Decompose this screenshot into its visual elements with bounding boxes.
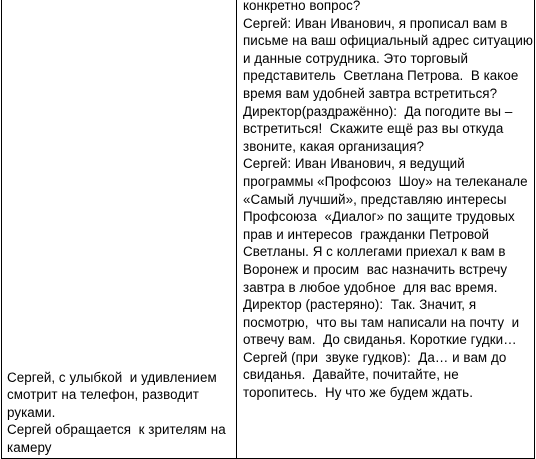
dialogue-line: Воронеж и просим вас назначить встречу <box>243 261 508 277</box>
dialogue-line: встретиться! Скажите ещё раз вы откуда <box>243 121 504 137</box>
dialogue-line: свиданья. Давайте, почитайте, не <box>243 367 459 383</box>
dialogue-line: прав и интересов гражданки Петровой <box>243 226 490 242</box>
dialogue-line: программы «Профсоюз Шоу» на телеканале <box>243 173 528 189</box>
dialogue-line: торопитесь. Ну что же будем ждать. <box>243 385 473 401</box>
stage-direction-line: смотрит на телефон, разводит <box>7 387 199 403</box>
dialogue-line: Профсоюза «Диалог» по защите трудовых <box>243 209 515 225</box>
stage-direction-line: камеру <box>7 439 52 455</box>
dialogue-line: конкретно вопрос? <box>243 0 361 13</box>
dialogue-line: звоните, какая организация? <box>243 138 425 154</box>
dialogue-line: представитель Светлана Петрова. В какое <box>243 68 519 84</box>
dialogue-line: завтра в любое удобное для вас время. <box>243 279 498 295</box>
dialogue-line: и данные сотрудника. Это торговый <box>243 50 469 66</box>
dialogue-cell <box>236 0 535 459</box>
dialogue-line: письме на ваш официальный адрес ситуацию <box>243 33 533 49</box>
dialogue-line: посмотрю, что вы там написали на почту и <box>243 314 520 330</box>
dialogue-line: Сергей (при звуке гудков): Да… и вам до <box>243 349 507 365</box>
stage-direction-line: руками. <box>7 404 56 420</box>
dialogue-line: Директор (растеряно): Так. Значит, я <box>243 297 477 313</box>
stage-direction-line: Сергей обращается к зрителям на <box>7 422 226 438</box>
dialogue-line: Сергей: Иван Иванович, я прописал вам в <box>243 15 508 31</box>
dialogue-line: Сергей: Иван Иванович, я ведущий <box>243 156 465 172</box>
dialogue-text <box>243 0 532 402</box>
dialogue-line: Директор(раздражённо): Да погодите вы – <box>243 103 513 119</box>
dialogue-line: время вам удобней завтра встретиться? <box>243 85 498 101</box>
dialogue-line: отвечу вам. До свиданья. Короткие гудки… <box>243 332 517 348</box>
stage-directions-text <box>7 369 235 456</box>
dialogue-line: «Самый лучший», представляю интересы <box>243 191 507 207</box>
dialogue-line: Светланы. Я с коллегами приехал к вам в <box>243 244 506 260</box>
stage-direction-line: Сергей, с улыбкой и удивлением <box>7 369 217 385</box>
stage-directions-cell <box>1 0 237 459</box>
